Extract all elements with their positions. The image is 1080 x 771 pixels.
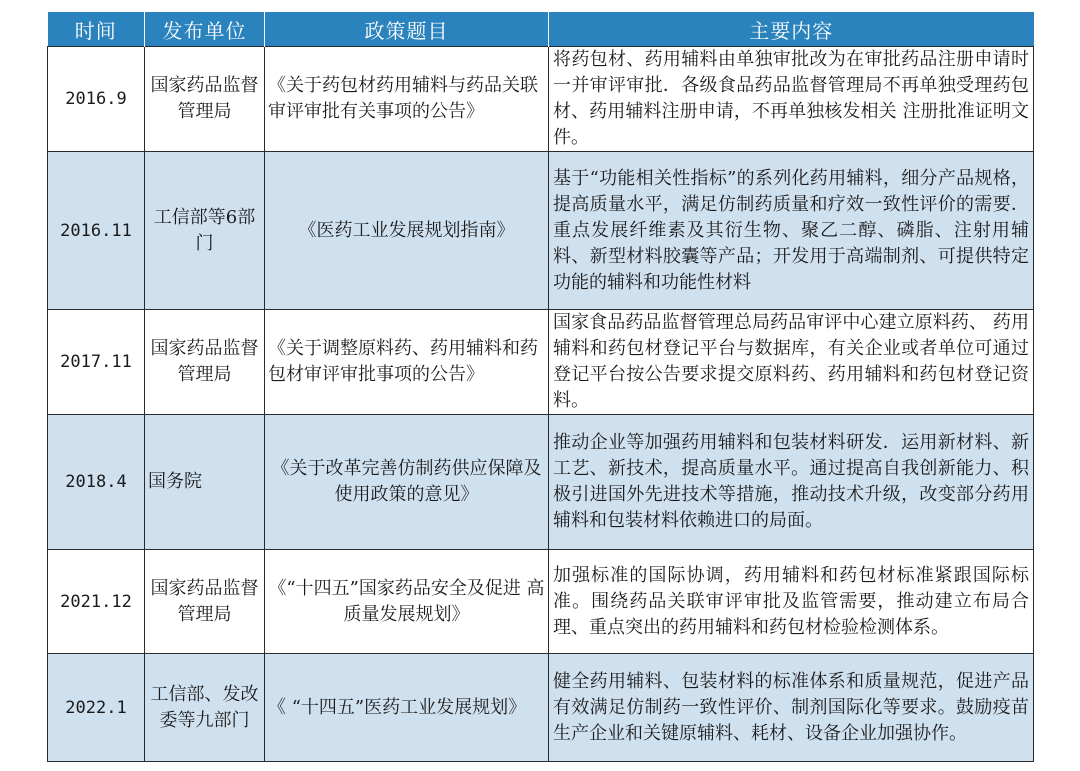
table-row	[48, 47, 1034, 152]
cell-issuer: 工信部、发改委等九部门	[145, 654, 265, 762]
cell-content: 加强标准的国际协调，药用辅料和药包材标准紧跟国际标准。围绕药品关联审评审批及监管需要，推动建立布局合理、重点突出的药用辅料和药包材检验检测体系。	[549, 550, 1034, 654]
header-content: 主要内容	[549, 12, 1034, 47]
cell-policy-title: 《 “十四五”医药工业发展规划》	[265, 654, 549, 762]
cell-policy-title: 《医药工业发展规划指南》	[265, 152, 549, 310]
cell-policy-title: 《关于调整原料药、药用辅料和药包材审评审批事项的公告》	[265, 310, 549, 415]
cell-content: 国家食品药品监督管理总局药品审评中心建立原料药、 药用辅料和药包材登记平台与数据库，有关企业或者单位可通过登记平台按公告要求提交原料药、药用辅料和药包材登记资料。	[549, 310, 1034, 415]
cell-issuer: 国务院	[145, 415, 265, 550]
cell-content: 将药包材、药用辅料由单独审批改为在审批药品注册申请时一并审评审批．各级食品药品监督管理局不再单独受理药包材、药用辅料注册申请，不再单独核发相关 注册批准证明文件。	[549, 47, 1034, 152]
cell-issuer: 国家药品监督管理局	[145, 310, 265, 415]
cell-policy-title: 《“十四五”国家药品安全及促进 高质量发展规划》	[265, 550, 549, 654]
header-time: 时间	[48, 12, 145, 47]
cell-content: 健全药用辅料、包装材料的标准体系和质量规范，促进产品有效满足仿制药一致性评价、制剂国际化等要求。鼓励疫苗生产企业和关键原辅料、耗材、设备企业加强协作。	[549, 654, 1034, 762]
header-row	[48, 12, 1034, 47]
header-issuer: 发布单位	[145, 12, 265, 47]
table-row	[48, 310, 1034, 415]
cell-content: 推动企业等加强药用辅料和包装材料研发．运用新材料、新工艺、新技术，提高质量水平。通过提高自我创新能力、积极引进国外先进技术等措施，推动技术升级，改变部分药用辅料和包装材料依赖进口的局面。	[549, 415, 1034, 550]
cell-issuer: 国家药品监督管理局	[145, 550, 265, 654]
cell-time: 2017.11	[48, 310, 145, 415]
cell-content: 基于“功能相关性指标”的系列化药用辅料，细分产品规格，提高质量水平，满足仿制药质量和疗效一致性评价的需要．重点发展纤维素及其衍生物、聚乙二醇、磷脂、注射用辅料、新型材料胶囊等产品；开发用于高端制剂、可提供特定功能的辅料和功能性材料	[549, 152, 1034, 310]
table-row	[48, 550, 1034, 654]
cell-time: 2016.11	[48, 152, 145, 310]
cell-policy-title: 《关于药包材药用辅料与药品关联审评审批有关事项的公告》	[265, 47, 549, 152]
cell-time: 2016.9	[48, 47, 145, 152]
table-row	[48, 152, 1034, 310]
policy-table	[47, 12, 1034, 762]
header-policy-title: 政策题目	[265, 12, 549, 47]
table-row	[48, 415, 1034, 550]
cell-issuer: 工信部等6部门	[145, 152, 265, 310]
cell-issuer: 国家药品监督管理局	[145, 47, 265, 152]
cell-policy-title: 《关于改革完善仿制药供应保障及使用政策的意见》	[265, 415, 549, 550]
cell-time: 2021.12	[48, 550, 145, 654]
cell-time: 2022.1	[48, 654, 145, 762]
table-row	[48, 654, 1034, 762]
cell-time: 2018.4	[48, 415, 145, 550]
